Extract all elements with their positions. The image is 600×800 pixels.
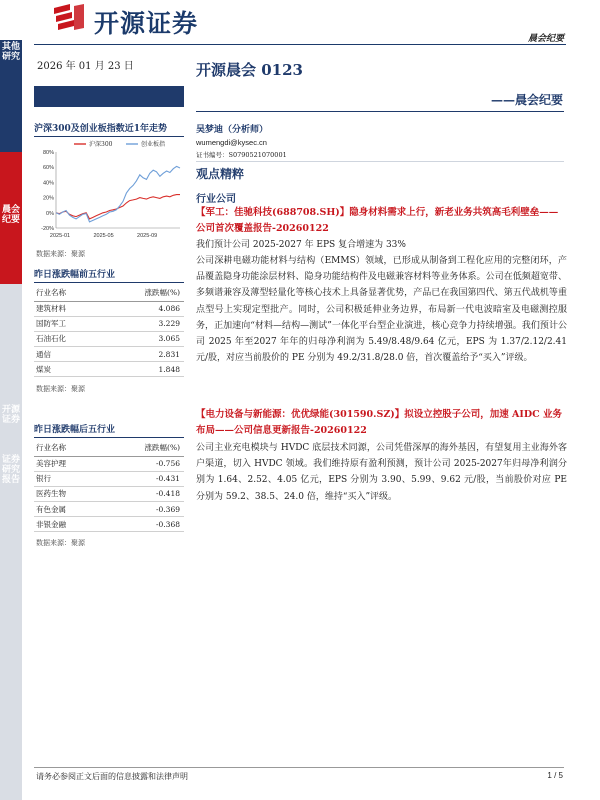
analyst-email: wumengdi@kysec.cn	[196, 138, 267, 147]
analyst-divider	[196, 161, 564, 162]
bottom-industries-rule	[34, 437, 184, 438]
analyst-cert-number: 证书编号：S0790521070001	[196, 151, 287, 159]
industry-change: -0.369	[102, 502, 184, 517]
top-industries-source: 数据来源：聚源	[36, 385, 85, 393]
footer-divider	[34, 767, 564, 768]
table-row	[34, 517, 184, 532]
x-tick-label: 2025-01	[49, 233, 71, 239]
chart-title-rule	[34, 136, 184, 137]
index-trend-chart	[34, 138, 184, 242]
report-1-lead: 我们预计公司 2025-2027 年 EPS 复合增速为 33%	[196, 240, 406, 250]
table-row	[34, 362, 184, 377]
industry-name: 医药生物	[34, 486, 102, 501]
kysec-logo	[50, 2, 230, 36]
section-heading: 观点精粹	[196, 167, 245, 181]
industry-name: 非银金融	[34, 517, 102, 532]
report-date: 2026 年 01 月 23 日	[37, 61, 134, 72]
date-banner-bar	[34, 86, 184, 107]
industry-name: 有色金属	[34, 502, 102, 517]
industry-change: -0.756	[102, 456, 184, 471]
table-row	[34, 316, 184, 331]
table-header-industry: 行业名称	[34, 440, 102, 456]
chart-title: 沪深300及创业板指数近1年走势	[34, 124, 168, 134]
bottom-industries-table	[34, 440, 184, 532]
report-1-headline: 【军工：佳驰科技(688708.SH)】隐身材料需求上行，新老业务共筑高毛利壁垒——公司首次覆盖报告-20260122	[196, 207, 559, 234]
chart-source: 数据来源：聚源	[36, 250, 85, 258]
report-1-body: 公司深耕电磁功能材料与结构（EMMS）领域，已形成从制备到工程化应用的完整闭环，产品覆盖隐身功能涂层材料、隐身功能结构件及电磁兼容材料等业务体系。公司在低频超宽带、多频谱兼容及薄型轻量化等核心技术上具备显著优势，产品已在我国第四代、第五代战机等重点型号上实现定型批产。同时，公司积极延伸业务边界，布局新一代电波暗室及电磁测控服务，正加速向“材料—结构—测试”一体化平台型企业演进，核心竞争力持续增强。我们预计公司 2025 年至2027 年年的归母净利润为 5.49/8.48/9.64 亿元，EPS 为 1.37/2.12/2.41 元/股，对应当前股价的 PE 分别为 49.2/31.8/28.0 倍，首次覆盖给予“买入”评级。	[196, 256, 567, 364]
top-industries-title: 昨日涨跌幅前五行业	[34, 270, 116, 280]
side-label-other-research: 其他研究	[1, 42, 20, 62]
table-row	[34, 486, 184, 501]
table-row	[34, 471, 184, 486]
page-number: 1 / 5	[547, 771, 563, 780]
industry-name: 国防军工	[34, 316, 102, 331]
y-tick-label: 60%	[42, 165, 54, 172]
legend-label: 创业板指	[141, 141, 166, 148]
table-header-change: 涨跌幅(%)	[102, 440, 184, 456]
industry-change: 1.848	[102, 362, 184, 377]
industry-name: 建筑材料	[34, 301, 102, 316]
table-row	[34, 456, 184, 471]
side-label-kysec: 开源证券	[1, 405, 20, 425]
top-industries-table	[34, 285, 184, 377]
industry-change: -0.368	[102, 517, 184, 532]
subsection-heading: 行业公司	[196, 194, 236, 205]
y-tick-label: 0%	[46, 210, 54, 217]
industry-change: 3.065	[102, 331, 184, 346]
industry-name: 石油石化	[34, 331, 102, 346]
table-row	[34, 347, 184, 362]
industry-name: 美容护理	[34, 456, 102, 471]
report-2-headline: 【电力设备与新能源：优优绿能(301590.SZ)】拟设立控股子公司，加速 AIDC 业务布局——公司信息更新报告-20260122	[196, 409, 562, 436]
series-line-创业板指	[56, 166, 180, 222]
bottom-industries-title: 昨日涨跌幅后五行业	[34, 425, 116, 435]
title-divider	[196, 111, 564, 112]
industry-change: -0.418	[102, 486, 184, 501]
side-label-research-report: 证券研究报告	[1, 455, 20, 485]
industry-change: 2.831	[102, 347, 184, 362]
y-tick-label: 80%	[42, 150, 54, 156]
industry-change: 3.229	[102, 316, 184, 331]
legend-label: 沪深300	[89, 141, 113, 148]
x-tick-label: 2025-05	[93, 233, 114, 239]
table-row	[34, 301, 184, 316]
industry-change: -0.431	[102, 471, 184, 486]
series-line-沪深300	[56, 195, 180, 219]
logo-text: 开源证券	[94, 9, 199, 38]
top-industries-rule	[34, 282, 184, 283]
header-divider	[34, 44, 566, 45]
industry-change: 4.086	[102, 301, 184, 316]
header-report-type: 晨会纪要	[527, 34, 564, 44]
y-tick-label: -20%	[41, 226, 54, 232]
table-row	[34, 331, 184, 346]
footer-disclaimer: 请务必参阅正文后面的信息披露和法律声明	[36, 772, 188, 781]
table-header-industry: 行业名称	[34, 285, 102, 301]
bottom-industries-source: 数据来源：聚源	[36, 539, 85, 547]
logo-mark-icon	[50, 2, 90, 34]
side-label-morning-notes: 晨会纪要	[1, 205, 20, 225]
analyst-name: 吴梦迪（分析师）	[196, 125, 269, 135]
industry-name: 通信	[34, 347, 102, 362]
industry-name: 煤炭	[34, 362, 102, 377]
table-header-row	[34, 285, 184, 301]
page-title: 开源晨会 0123	[196, 61, 303, 79]
y-tick-label: 40%	[42, 180, 54, 187]
table-row	[34, 502, 184, 517]
table-header-change: 涨跌幅(%)	[102, 285, 184, 301]
page-subtitle: ——晨会纪要	[490, 93, 563, 107]
y-tick-label: 20%	[42, 195, 54, 202]
table-header-row	[34, 440, 184, 456]
report-2-body: 公司主业充电模块与 HVDC 底层技术同源，公司凭借深厚的海外基因，有望复用主业海外客户渠道，切入 HVDC 领域。我们维持原有盈利预测，预计公司 2025-2027年归母净利润分别为 1.64、2.52、4.05 亿元，EPS 分别为 3.90、5.99、9.62 元/股，当前股价对应 PE 分别为 59.2、38.5、24.0 倍，维持“买入”评级。	[196, 443, 567, 502]
x-tick-label: 2025-09	[137, 233, 158, 239]
industry-name: 银行	[34, 471, 102, 486]
